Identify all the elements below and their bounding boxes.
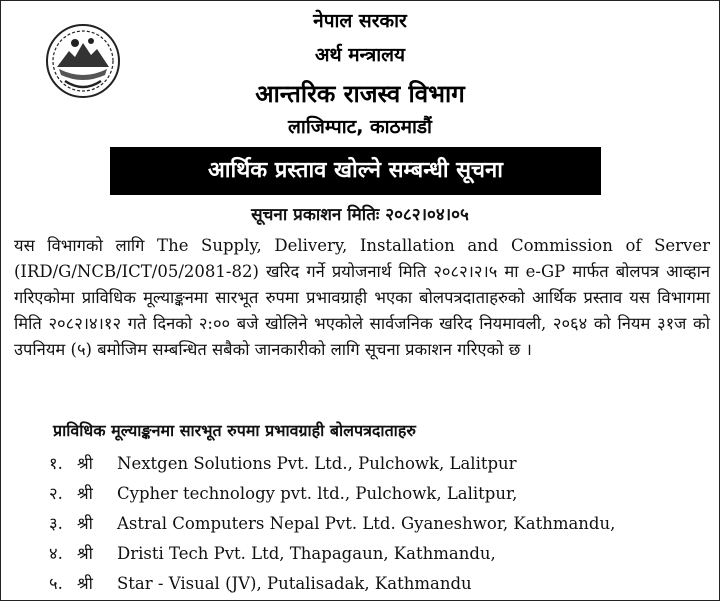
bidder-name: Star - Visual (JV), Putalisadak, Kathmandu (117, 574, 472, 593)
bidder-number: ५. (49, 574, 63, 593)
bidder-honorific: श्री (77, 454, 93, 473)
list-item (49, 509, 709, 539)
ministry-name: अर्थ मन्त्रालय (314, 44, 406, 66)
department-name: आन्तरिक राजस्व विभाग (255, 80, 465, 108)
list-item (49, 449, 709, 479)
notice-title: आर्थिक प्रस्ताव खोल्ने सम्बन्धी सूचना (110, 147, 601, 195)
list-item (49, 539, 709, 569)
publication-date: सूचना प्रकाशन मितिः २०८२।०४।०५ (251, 205, 469, 225)
bidder-number: ३. (49, 514, 63, 533)
bidder-list (49, 449, 709, 599)
bidder-number: ४. (49, 544, 63, 563)
bidder-name: Cypher technology pvt. ltd., Pulchowk, Lalitpur, (117, 484, 518, 503)
bidder-honorific: श्री (77, 514, 93, 533)
bidder-honorific: श्री (77, 544, 93, 563)
bidder-honorific: श्री (77, 484, 93, 503)
bidder-list-title: प्राविधिक मूल्याङ्कनमा सारभूत रुपमा प्रभावग्राही बोलपत्रदाताहरु (53, 421, 416, 440)
bidder-name: Astral Computers Nepal Pvt. Ltd. Gyaneshwor, Kathmandu, (117, 514, 616, 533)
government-name: नेपाल सरकार (313, 10, 407, 32)
list-item (49, 569, 709, 599)
bidder-number: १. (49, 454, 63, 473)
notice-body: यस विभागको लागि The Supply, Delivery, Installation and Commission of Server (IRD/G/NCB/ICT/05/2081-82) खरिद गर्ने प्रयोजनार्थ मिति २०८२।२।५ मा e-GP मार्फत बोलपत्र आव्हान गरिएकोमा प्राविधिक मूल्याङ्कनमा सारभूत रुपमा प्रभावग्राही भएका बोलपत्रदाताहरुको आर्थिक प्रस्ताव यस विभागमा मिति २०८२।४।१२ गते दिनको २:०० बजे खोलिने भएकोले सार्वजनिक खरिद नियमावली, २०६४ को नियम ३१ज को उपनियम (५) बमोजिम सम्बन्धित सबैको जानकारीको लागि सूचना प्रकाशन गरिएको छ । (14, 236, 710, 359)
bidder-name: Dristi Tech Pvt. Ltd, Thapagaun, Kathmandu, (117, 544, 496, 563)
bidder-number: २. (49, 484, 63, 503)
list-item (49, 479, 709, 509)
department-address: लाजिम्पाट, काठमाडौं (288, 116, 432, 138)
bidder-name: Nextgen Solutions Pvt. Ltd., Pulchowk, Lalitpur (117, 454, 517, 473)
bidder-honorific: श्री (77, 574, 93, 593)
